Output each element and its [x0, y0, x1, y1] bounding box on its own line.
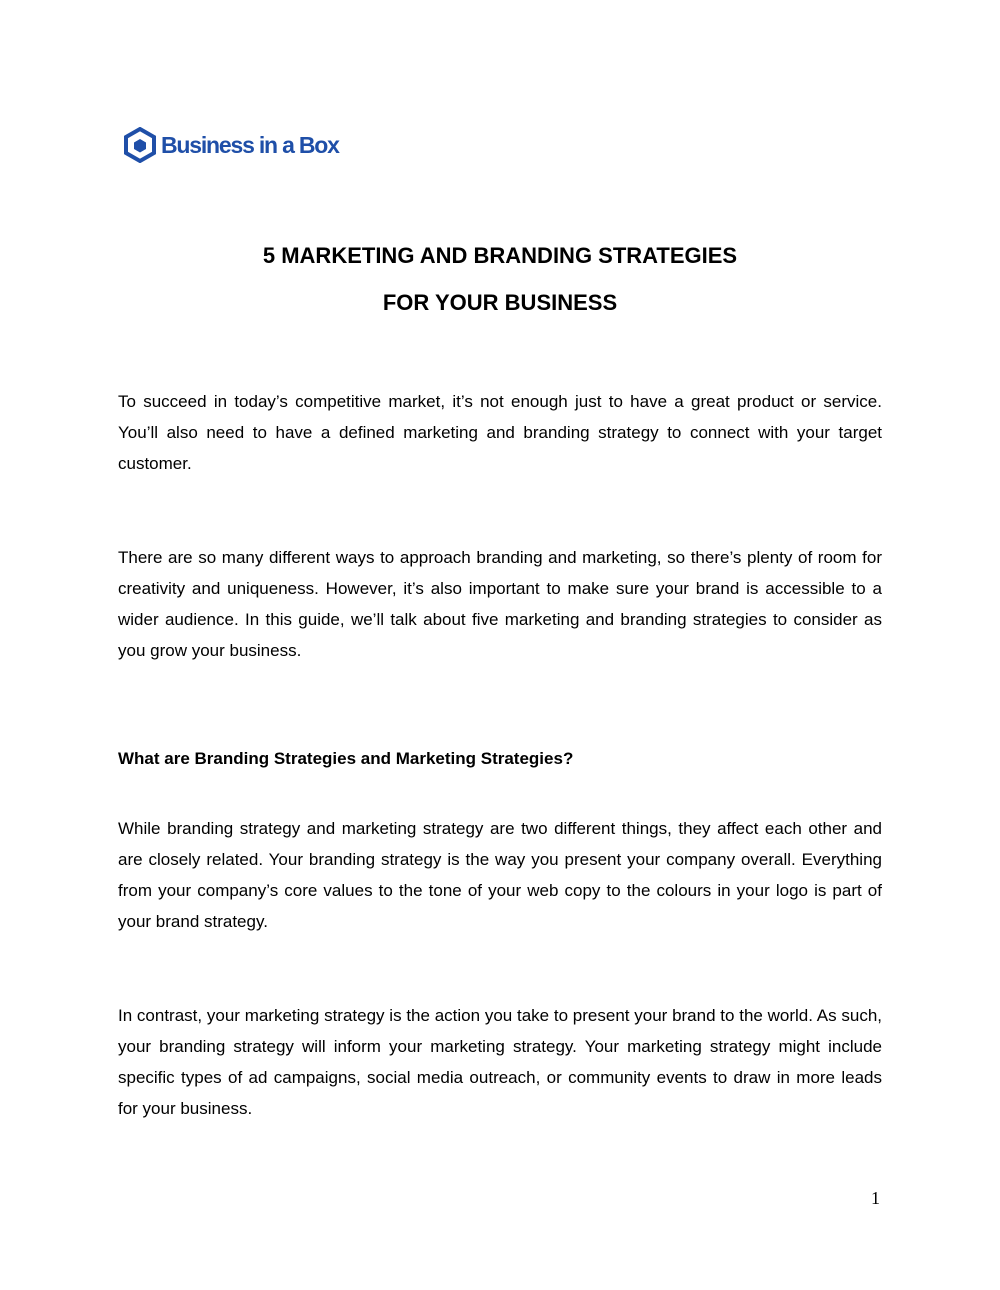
hexagon-box-icon — [123, 127, 157, 163]
business-in-a-box-logo — [123, 127, 339, 163]
page-number: 1 — [871, 1188, 880, 1208]
section-paragraph-1: While branding strategy and marketing strategy are two different things, they affect each other and are closely related. Your branding strategy is the way you present your company overall. Everything from your company’s core values to the tone of your web copy to the colours in your logo is part of your brand strategy. — [118, 819, 882, 931]
intro-paragraph-2: There are so many different ways to approach branding and marketing, so there’s plenty of room for creativity and uniqueness. However, it’s also important to make sure your brand is accessible to a wider audience. In this guide, we’ll talk about five marketing and branding strategies to consider as you grow your business. — [118, 548, 882, 660]
section-paragraph-2: In contrast, your marketing strategy is the action you take to present your brand to the world. As such, your branding strategy will inform your marketing strategy. Your marketing strategy might include specific types of ad campaigns, social media outreach, or community events to draw in more leads for your business. — [118, 1006, 882, 1118]
document-title-line-2: FOR YOUR BUSINESS — [382, 290, 618, 315]
logo-text: Business in a Box — [161, 131, 339, 158]
section-heading: What are Branding Strategies and Marketing Strategies? — [118, 749, 574, 768]
intro-paragraph-1: To succeed in today’s competitive market, it’s not enough just to have a great product or service. You’ll also need to have a defined marketing and branding strategy to connect with your target customer. — [118, 392, 882, 473]
document-title-line-1: 5 MARKETING AND BRANDING STRATEGIES — [262, 243, 738, 268]
